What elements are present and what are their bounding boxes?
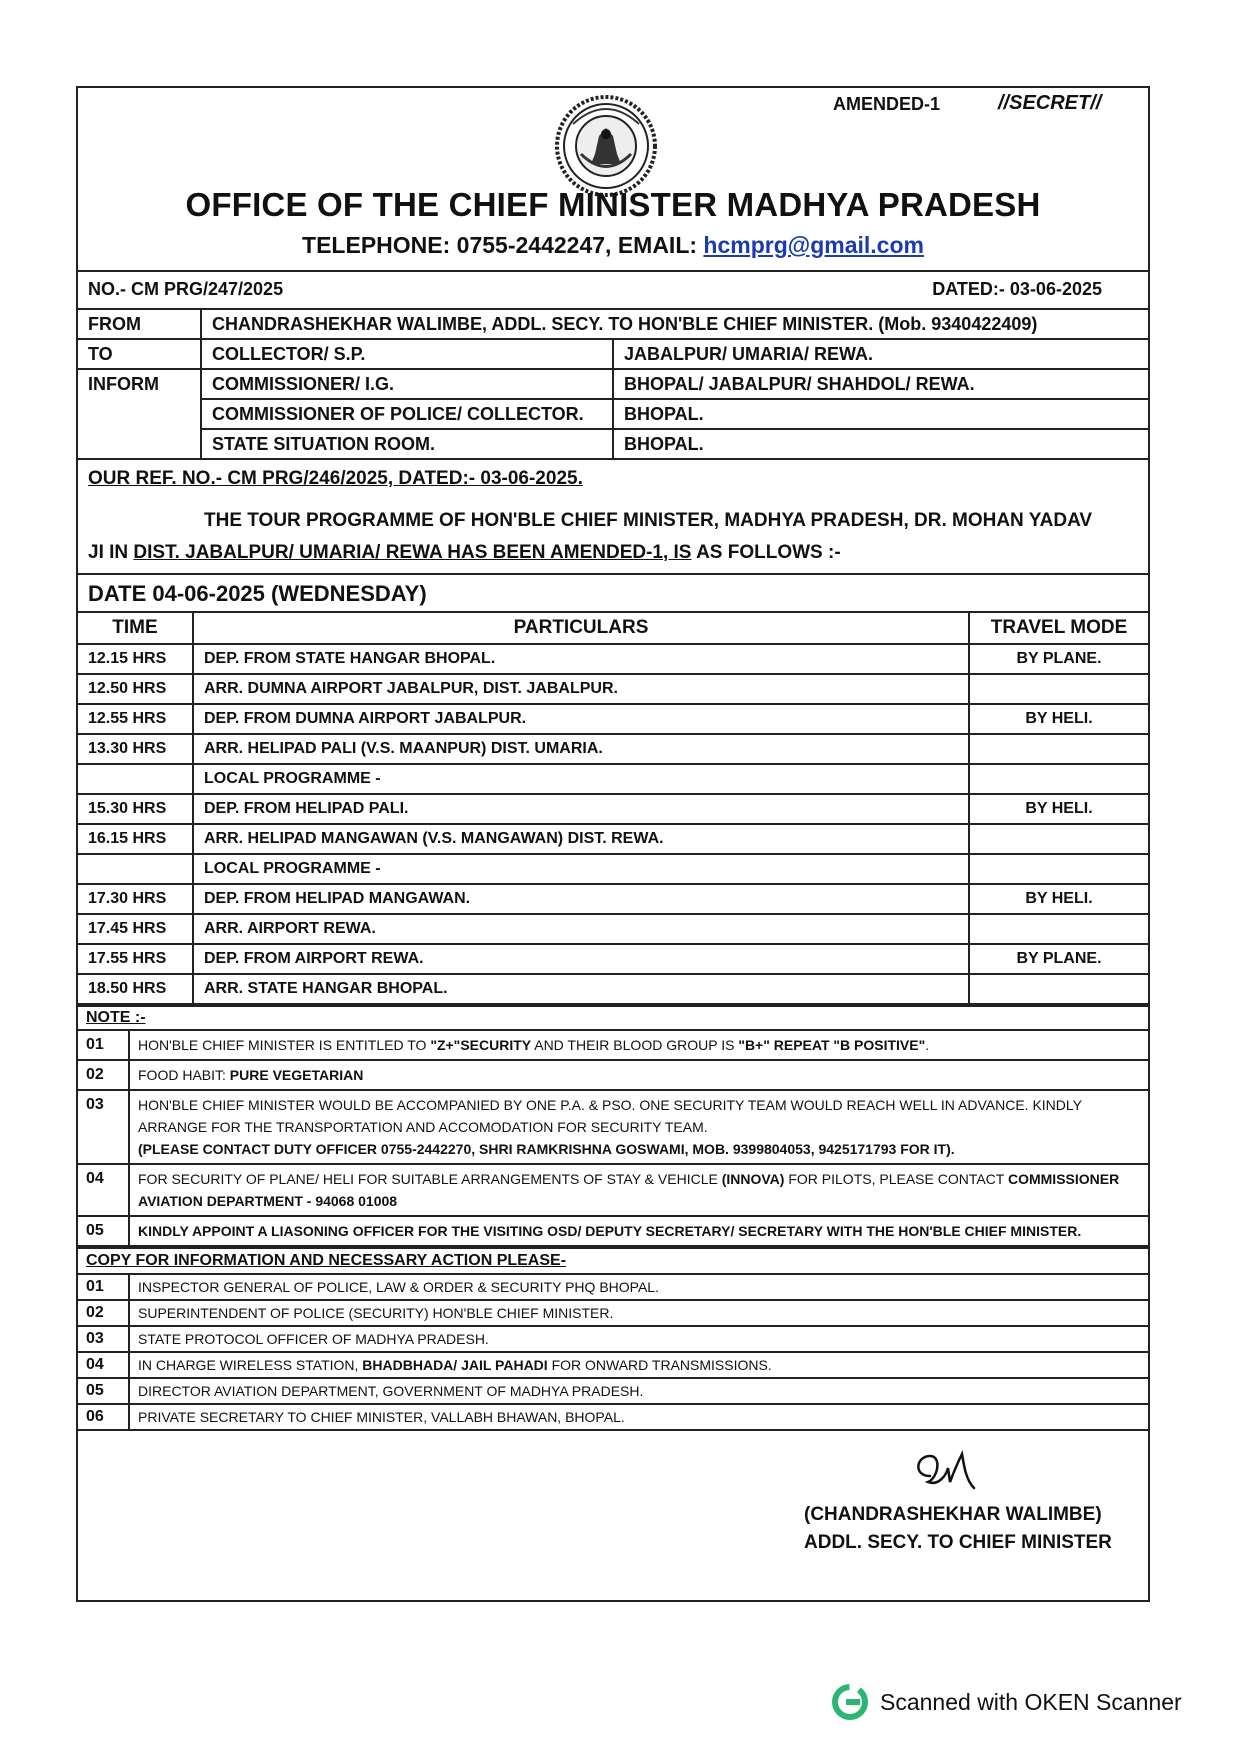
particulars-header: PARTICULARS [193,613,969,644]
notes-heading-row [78,1006,1148,1030]
note-number: 04 [78,1164,129,1216]
copy-row [78,1326,1148,1352]
note-bold-segment: COMMISSIONER AVIATION DEPARTMENT - 94068 01008 [138,1171,1120,1209]
to-label: TO [78,339,201,369]
inform-row [78,429,1148,459]
tour-intro-line1: THE TOUR PROGRAMME OF HON'BLE CHIEF MINISTER, MADHYA PRADESH, DR. MOHAN YADAV [204,510,1093,531]
programme-date: DATE 04-06-2025 (WEDNESDAY) [78,575,1148,613]
mode-cell: BY PLANE. [969,944,1148,974]
note-bold-segment: "B+" REPEAT "B POSITIVE" [738,1037,926,1053]
time-cell: 17.45 HRS [78,914,193,944]
inform-location: BHOPAL/ JABALPUR/ SHAHDOL/ REWA. [613,369,1148,399]
inform-label-spacer [78,399,201,429]
to-recipient: COLLECTOR/ S.P. [201,339,613,369]
note-segment: FOR SECURITY OF PLANE/ HELI FOR SUITABLE ARRANGEMENTS OF STAY & VEHICLE [138,1171,722,1187]
inform-row [78,369,1148,399]
contact-line [78,232,1148,259]
intro-underlined: DIST. JABALPUR/ UMARIA/ REWA HAS BEEN AMENDED-1, IS [133,542,692,563]
note-bold-segment: (INNOVA) [721,1171,785,1187]
email-link[interactable]: hcmprg@gmail.com [703,232,924,258]
copy-row [78,1274,1148,1300]
letter-number: NO.- CM PRG/247/2025 [88,279,284,299]
tour-intro-line2 [88,542,841,564]
schedule-header [78,613,1148,644]
intro-text-end: AS FOLLOWS :- [691,542,841,563]
copy-recipient: DIRECTOR AVIATION DEPARTMENT, GOVERNMENT OF MADHYA PRADESH. [129,1378,1148,1404]
time-cell: 13.30 HRS [78,734,193,764]
particulars-cell: ARR. HELIPAD PALI (V.S. MAANPUR) DIST. UMARIA. [193,734,969,764]
telephone-text: TELEPHONE: 0755-2442247, EMAIL: [302,232,704,258]
note-row [78,1030,1148,1060]
note-bold-segment: PURE VEGETARIAN [229,1067,364,1083]
inform-location: BHOPAL. [613,429,1148,459]
letter-number-row [78,272,1148,310]
handwritten-signature [908,1446,988,1496]
inform-recipient: STATE SITUATION ROOM. [201,429,613,459]
copy-number: 02 [78,1300,129,1326]
table-row [78,794,1148,824]
oken-scanner-logo-icon [832,1684,868,1720]
copy-number: 01 [78,1274,129,1300]
note-segment: AND THEIR BLOOD GROUP IS [531,1037,739,1053]
mode-cell [969,914,1148,944]
particulars-cell: LOCAL PROGRAMME - [193,854,969,884]
note-text [129,1164,1148,1216]
signatory-designation: ADDL. SECY. TO CHIEF MINISTER [804,1532,1112,1553]
copy-number: 06 [78,1404,129,1430]
particulars-cell: DEP. FROM HELIPAD PALI. [193,794,969,824]
copy-row [78,1404,1148,1430]
time-cell: 15.30 HRS [78,794,193,824]
time-cell: 12.55 HRS [78,704,193,734]
mode-cell [969,674,1148,704]
time-cell [78,764,193,794]
time-cell: 12.50 HRS [78,674,193,704]
time-cell: 16.15 HRS [78,824,193,854]
letterhead [78,88,1148,272]
copy-recipient: INSPECTOR GENERAL OF POLICE, LAW & ORDER & SECURITY PHQ BHOPAL. [129,1274,1148,1300]
mode-cell [969,764,1148,794]
copy-row [78,1378,1148,1404]
scanner-text: Scanned with OKEN Scanner [880,1688,1182,1715]
table-row [78,944,1148,974]
secret-label: //SECRET// [998,92,1102,114]
travel-mode-header: TRAVEL MODE [969,613,1148,644]
copy-recipient: PRIVATE SECRETARY TO CHIEF MINISTER, VALLABH BHAWAN, BHOPAL. [129,1404,1148,1430]
copy-row [78,1352,1148,1378]
letter-date: DATED:- 03-06-2025 [932,279,1102,299]
particulars-cell: ARR. AIRPORT REWA. [193,914,969,944]
copy-heading: COPY FOR INFORMATION AND NECESSARY ACTION PLEASE- [78,1248,1148,1274]
copy-row [78,1300,1148,1326]
from-row [78,310,1148,339]
copy-recipient [129,1352,1148,1378]
table-row [78,884,1148,914]
note-text [129,1060,1148,1090]
note-segment: HON'BLE CHIEF MINISTER WOULD BE ACCOMPANIED BY ONE P.A. & PSO. ONE SECURITY TEAM WOULD REACH WELL IN ADVANCE. KINDLY ARRANGE FOR THE TRANSPORTATION AND ACCOMODATION FOR SECURITY TEAM. [138,1097,1082,1135]
table-row [78,914,1148,944]
intro-text: JI IN [88,542,134,563]
schedule-table [78,613,1148,1005]
note-row [78,1216,1148,1246]
time-header: TIME [78,613,193,644]
document-page [76,86,1150,1602]
copy-segment: FOR ONWARD TRANSMISSIONS. [547,1357,772,1373]
mode-cell [969,734,1148,764]
mode-cell [969,974,1148,1004]
note-text: KINDLY APPOINT A LIASONING OFFICER FOR THE VISITING OSD/ DEPUTY SECRETARY/ SECRETARY WITH THE HON'BLE CHIEF MINISTER. [129,1216,1148,1246]
note-row [78,1060,1148,1090]
particulars-cell: ARR. HELIPAD MANGAWAN (V.S. MANGAWAN) DIST. REWA. [193,824,969,854]
to-row [78,339,1148,369]
mode-cell: BY PLANE. [969,644,1148,674]
notes-heading: NOTE :- [78,1006,1148,1030]
note-bold-segment: "Z+"SECURITY [430,1037,532,1053]
note-number: 03 [78,1090,129,1164]
copy-bold-segment: BHADBHADA/ JAIL PAHADI [362,1357,548,1373]
particulars-cell: DEP. FROM DUMNA AIRPORT JABALPUR. [193,704,969,734]
particulars-cell: DEP. FROM AIRPORT REWA. [193,944,969,974]
time-cell: 18.50 HRS [78,974,193,1004]
note-number: 01 [78,1030,129,1060]
copy-to-table [78,1247,1148,1431]
copy-segment: IN CHARGE WIRELESS STATION, [138,1357,363,1373]
inform-label: INFORM [78,369,201,399]
particulars-cell: ARR. STATE HANGAR BHOPAL. [193,974,969,1004]
time-cell [78,854,193,884]
inform-row [78,399,1148,429]
inform-recipient: COMMISSIONER/ I.G. [201,369,613,399]
state-emblem-icon [551,94,661,198]
copy-number: 04 [78,1352,129,1378]
inform-location: BHOPAL. [613,399,1148,429]
our-reference: OUR REF. NO.- CM PRG/246/2025, DATED:- 03-06-2025. [88,468,583,489]
time-cell: 17.30 HRS [78,884,193,914]
table-row [78,704,1148,734]
office-title: OFFICE OF THE CHIEF MINISTER MADHYA PRADESH [185,186,1041,223]
copy-recipient: STATE PROTOCOL OFFICER OF MADHYA PRADESH. [129,1326,1148,1352]
table-row [78,854,1148,884]
note-row [78,1090,1148,1164]
table-row [78,824,1148,854]
copy-recipient: SUPERINTENDENT OF POLICE (SECURITY) HON'BLE CHIEF MINISTER. [129,1300,1148,1326]
inform-recipient: COMMISSIONER OF POLICE/ COLLECTOR. [201,399,613,429]
copy-number: 05 [78,1378,129,1404]
mode-cell [969,824,1148,854]
copy-number: 03 [78,1326,129,1352]
copy-heading-row [78,1248,1148,1274]
routing-table [78,310,1148,460]
scanner-watermark [832,1684,1182,1720]
from-label: FROM [78,310,201,339]
note-bold-segment: (PLEASE CONTACT DUTY OFFICER 0755-2442270, SHRI RAMKRISHNA GOSWAMI, MOB. 9399804053, 9425171793 FOR IT). [138,1141,955,1157]
mode-cell: BY HELI. [969,794,1148,824]
note-segment: FOR PILOTS, PLEASE CONTACT [784,1171,1008,1187]
time-cell: 17.55 HRS [78,944,193,974]
time-cell: 12.15 HRS [78,644,193,674]
to-location: JABALPUR/ UMARIA/ REWA. [613,339,1148,369]
particulars-cell: LOCAL PROGRAMME - [193,764,969,794]
note-text [129,1030,1148,1060]
signatory-name: (CHANDRASHEKHAR WALIMBE) [804,1504,1102,1525]
particulars-cell: ARR. DUMNA AIRPORT JABALPUR, DIST. JABALPUR. [193,674,969,704]
note-row [78,1164,1148,1216]
table-row [78,674,1148,704]
mode-cell [969,854,1148,884]
particulars-cell: DEP. FROM STATE HANGAR BHOPAL. [193,644,969,674]
note-number: 02 [78,1060,129,1090]
note-segment: HON'BLE CHIEF MINISTER IS ENTITLED TO [138,1037,431,1053]
signature-block [78,1436,1148,1602]
notes-table [78,1005,1148,1247]
mode-cell: BY HELI. [969,884,1148,914]
note-number: 05 [78,1216,129,1246]
table-row [78,974,1148,1004]
mode-cell: BY HELI. [969,704,1148,734]
inform-label-spacer [78,429,201,459]
note-text [129,1090,1148,1164]
table-row [78,644,1148,674]
reference-block [78,460,1148,575]
note-segment: FOOD HABIT: [138,1067,230,1083]
particulars-cell: DEP. FROM HELIPAD MANGAWAN. [193,884,969,914]
amended-label: AMENDED-1 [833,94,941,114]
from-value: CHANDRASHEKHAR WALIMBE, ADDL. SECY. TO HON'BLE CHIEF MINISTER. (Mob. 9340422409) [201,310,1148,339]
table-row [78,734,1148,764]
table-row [78,764,1148,794]
note-segment: . [925,1037,930,1053]
